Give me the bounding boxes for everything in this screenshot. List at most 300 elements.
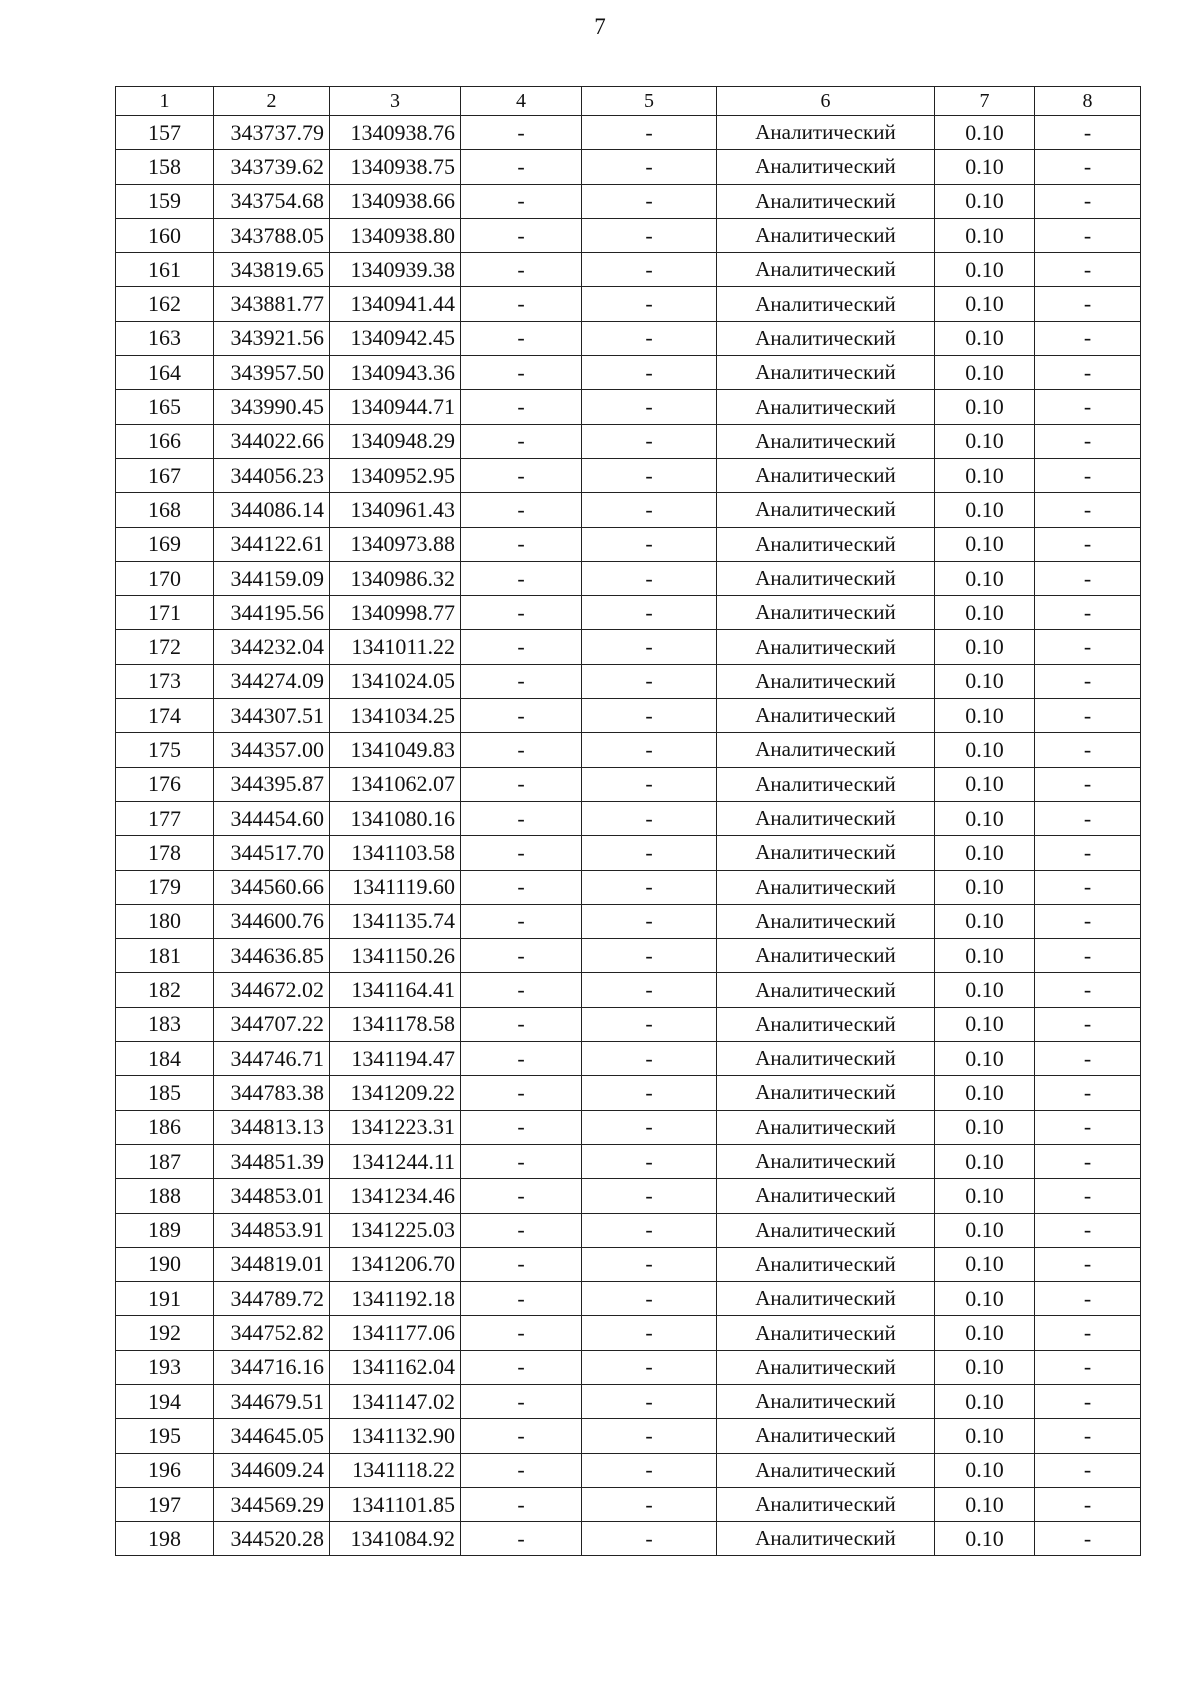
cell-x-coordinate: 343881.77	[214, 287, 330, 321]
cell-x-coordinate: 343754.68	[214, 184, 330, 218]
cell-y-coordinate: 1341135.74	[330, 904, 461, 938]
cell-method: Аналитический	[717, 150, 935, 184]
cell-method: Аналитический	[717, 218, 935, 252]
cell-x-coordinate: 343957.50	[214, 356, 330, 390]
cell-x-coordinate: 344707.22	[214, 1007, 330, 1041]
cell-y-coordinate: 1341194.47	[330, 1042, 461, 1076]
table-row	[116, 1384, 1141, 1418]
cell-x-coordinate: 344813.13	[214, 1110, 330, 1144]
table-row	[116, 424, 1141, 458]
cell-point-number: 194	[116, 1384, 214, 1418]
cell-accuracy: 0.10	[935, 390, 1035, 424]
cell-method: Аналитический	[717, 356, 935, 390]
cell-col-8-value: -	[1035, 939, 1141, 973]
cell-method: Аналитический	[717, 321, 935, 355]
cell-point-number: 169	[116, 527, 214, 561]
cell-accuracy: 0.10	[935, 287, 1035, 321]
cell-col-8-value: -	[1035, 664, 1141, 698]
cell-method: Аналитический	[717, 973, 935, 1007]
cell-accuracy: 0.10	[935, 1007, 1035, 1041]
cell-point-number: 157	[116, 116, 214, 150]
cell-col-5-value: -	[582, 390, 717, 424]
cell-accuracy: 0.10	[935, 1179, 1035, 1213]
cell-x-coordinate: 343990.45	[214, 390, 330, 424]
cell-col-5-value: -	[582, 1144, 717, 1178]
table-row	[116, 1110, 1141, 1144]
cell-col-4-value: -	[461, 767, 582, 801]
cell-col-4-value: -	[461, 561, 582, 595]
cell-accuracy: 0.10	[935, 1350, 1035, 1384]
cell-col-5-value: -	[582, 287, 717, 321]
cell-col-5-value: -	[582, 699, 717, 733]
cell-y-coordinate: 1341062.07	[330, 767, 461, 801]
cell-y-coordinate: 1341011.22	[330, 630, 461, 664]
cell-col-8-value: -	[1035, 184, 1141, 218]
cell-col-5-value: -	[582, 1076, 717, 1110]
cell-accuracy: 0.10	[935, 801, 1035, 835]
cell-col-5-value: -	[582, 1282, 717, 1316]
cell-x-coordinate: 344560.66	[214, 870, 330, 904]
cell-method: Аналитический	[717, 116, 935, 150]
cell-col-4-value: -	[461, 904, 582, 938]
cell-accuracy: 0.10	[935, 321, 1035, 355]
cell-col-8-value: -	[1035, 699, 1141, 733]
table-row	[116, 836, 1141, 870]
cell-col-4-value: -	[461, 287, 582, 321]
cell-method: Аналитический	[717, 458, 935, 492]
cell-accuracy: 0.10	[935, 253, 1035, 287]
cell-x-coordinate: 344819.01	[214, 1247, 330, 1281]
cell-point-number: 177	[116, 801, 214, 835]
cell-x-coordinate: 344609.24	[214, 1453, 330, 1487]
cell-method: Аналитический	[717, 870, 935, 904]
cell-point-number: 180	[116, 904, 214, 938]
table-row	[116, 870, 1141, 904]
cell-y-coordinate: 1341147.02	[330, 1384, 461, 1418]
table-row	[116, 1522, 1141, 1556]
cell-col-5-value: -	[582, 664, 717, 698]
cell-col-8-value: -	[1035, 287, 1141, 321]
cell-col-5-value: -	[582, 150, 717, 184]
cell-method: Аналитический	[717, 1179, 935, 1213]
cell-col-5-value: -	[582, 493, 717, 527]
cell-col-4-value: -	[461, 939, 582, 973]
cell-accuracy: 0.10	[935, 1522, 1035, 1556]
cell-col-4-value: -	[461, 664, 582, 698]
cell-col-4-value: -	[461, 356, 582, 390]
cell-col-4-value: -	[461, 1316, 582, 1350]
cell-y-coordinate: 1340961.43	[330, 493, 461, 527]
cell-accuracy: 0.10	[935, 458, 1035, 492]
cell-method: Аналитический	[717, 904, 935, 938]
cell-accuracy: 0.10	[935, 836, 1035, 870]
cell-point-number: 166	[116, 424, 214, 458]
cell-point-number: 184	[116, 1042, 214, 1076]
table-row	[116, 287, 1141, 321]
cell-accuracy: 0.10	[935, 561, 1035, 595]
cell-method: Аналитический	[717, 1042, 935, 1076]
cell-accuracy: 0.10	[935, 1076, 1035, 1110]
cell-col-8-value: -	[1035, 561, 1141, 595]
cell-accuracy: 0.10	[935, 1144, 1035, 1178]
cell-col-4-value: -	[461, 596, 582, 630]
cell-col-5-value: -	[582, 1042, 717, 1076]
cell-col-5-value: -	[582, 116, 717, 150]
cell-col-8-value: -	[1035, 836, 1141, 870]
cell-col-8-value: -	[1035, 1076, 1141, 1110]
cell-col-8-value: -	[1035, 424, 1141, 458]
cell-accuracy: 0.10	[935, 1419, 1035, 1453]
cell-col-4-value: -	[461, 733, 582, 767]
cell-col-5-value: -	[582, 184, 717, 218]
cell-col-8-value: -	[1035, 1247, 1141, 1281]
cell-x-coordinate: 344679.51	[214, 1384, 330, 1418]
cell-accuracy: 0.10	[935, 150, 1035, 184]
cell-col-8-value: -	[1035, 1453, 1141, 1487]
cell-y-coordinate: 1341223.31	[330, 1110, 461, 1144]
cell-col-5-value: -	[582, 733, 717, 767]
cell-col-4-value: -	[461, 218, 582, 252]
cell-col-5-value: -	[582, 1110, 717, 1144]
cell-accuracy: 0.10	[935, 870, 1035, 904]
cell-x-coordinate: 344569.29	[214, 1487, 330, 1521]
cell-col-5-value: -	[582, 1213, 717, 1247]
cell-col-8-value: -	[1035, 767, 1141, 801]
cell-method: Аналитический	[717, 1419, 935, 1453]
cell-point-number: 178	[116, 836, 214, 870]
cell-y-coordinate: 1341132.90	[330, 1419, 461, 1453]
cell-col-5-value: -	[582, 1419, 717, 1453]
cell-x-coordinate: 344783.38	[214, 1076, 330, 1110]
cell-method: Аналитический	[717, 287, 935, 321]
cell-col-5-value: -	[582, 630, 717, 664]
cell-col-5-value: -	[582, 939, 717, 973]
table-row	[116, 767, 1141, 801]
cell-col-4-value: -	[461, 1384, 582, 1418]
table-row	[116, 1247, 1141, 1281]
cell-col-4-value: -	[461, 1007, 582, 1041]
cell-y-coordinate: 1340938.66	[330, 184, 461, 218]
cell-method: Аналитический	[717, 1350, 935, 1384]
table-row	[116, 973, 1141, 1007]
cell-point-number: 171	[116, 596, 214, 630]
cell-accuracy: 0.10	[935, 630, 1035, 664]
cell-col-8-value: -	[1035, 1007, 1141, 1041]
cell-col-4-value: -	[461, 1076, 582, 1110]
cell-y-coordinate: 1340986.32	[330, 561, 461, 595]
table-row	[116, 904, 1141, 938]
cell-col-8-value: -	[1035, 801, 1141, 835]
cell-y-coordinate: 1340944.71	[330, 390, 461, 424]
table-row	[116, 1453, 1141, 1487]
table-row	[116, 1007, 1141, 1041]
cell-x-coordinate: 344600.76	[214, 904, 330, 938]
cell-point-number: 179	[116, 870, 214, 904]
column-header-3: 3	[330, 87, 461, 116]
cell-method: Аналитический	[717, 1316, 935, 1350]
cell-col-5-value: -	[582, 1179, 717, 1213]
cell-col-4-value: -	[461, 150, 582, 184]
cell-accuracy: 0.10	[935, 1247, 1035, 1281]
cell-y-coordinate: 1340973.88	[330, 527, 461, 561]
cell-accuracy: 0.10	[935, 116, 1035, 150]
cell-point-number: 186	[116, 1110, 214, 1144]
cell-col-4-value: -	[461, 458, 582, 492]
cell-col-4-value: -	[461, 870, 582, 904]
cell-method: Аналитический	[717, 1453, 935, 1487]
cell-x-coordinate: 344122.61	[214, 527, 330, 561]
cell-accuracy: 0.10	[935, 1453, 1035, 1487]
cell-point-number: 181	[116, 939, 214, 973]
column-header-2: 2	[214, 87, 330, 116]
table-row	[116, 1144, 1141, 1178]
table-row	[116, 116, 1141, 150]
cell-point-number: 187	[116, 1144, 214, 1178]
cell-point-number: 164	[116, 356, 214, 390]
cell-accuracy: 0.10	[935, 1316, 1035, 1350]
cell-accuracy: 0.10	[935, 664, 1035, 698]
cell-accuracy: 0.10	[935, 1384, 1035, 1418]
cell-col-5-value: -	[582, 1487, 717, 1521]
cell-point-number: 195	[116, 1419, 214, 1453]
column-header-8: 8	[1035, 87, 1141, 116]
cell-point-number: 189	[116, 1213, 214, 1247]
cell-point-number: 158	[116, 150, 214, 184]
cell-method: Аналитический	[717, 939, 935, 973]
cell-x-coordinate: 344454.60	[214, 801, 330, 835]
cell-col-5-value: -	[582, 1007, 717, 1041]
cell-col-4-value: -	[461, 1179, 582, 1213]
table-row	[116, 1350, 1141, 1384]
cell-x-coordinate: 344746.71	[214, 1042, 330, 1076]
table-row	[116, 1419, 1141, 1453]
cell-point-number: 161	[116, 253, 214, 287]
cell-point-number: 170	[116, 561, 214, 595]
cell-point-number: 176	[116, 767, 214, 801]
cell-method: Аналитический	[717, 1522, 935, 1556]
cell-col-4-value: -	[461, 1350, 582, 1384]
cell-method: Аналитический	[717, 424, 935, 458]
cell-col-5-value: -	[582, 356, 717, 390]
cell-method: Аналитический	[717, 1007, 935, 1041]
cell-x-coordinate: 344056.23	[214, 458, 330, 492]
cell-method: Аналитический	[717, 1110, 935, 1144]
cell-col-8-value: -	[1035, 630, 1141, 664]
cell-accuracy: 0.10	[935, 218, 1035, 252]
cell-col-8-value: -	[1035, 1282, 1141, 1316]
cell-point-number: 185	[116, 1076, 214, 1110]
cell-col-4-value: -	[461, 1282, 582, 1316]
cell-accuracy: 0.10	[935, 733, 1035, 767]
cell-point-number: 191	[116, 1282, 214, 1316]
cell-accuracy: 0.10	[935, 973, 1035, 1007]
cell-point-number: 162	[116, 287, 214, 321]
cell-col-5-value: -	[582, 1316, 717, 1350]
cell-col-8-value: -	[1035, 218, 1141, 252]
table-row	[116, 218, 1141, 252]
cell-point-number: 168	[116, 493, 214, 527]
cell-y-coordinate: 1341049.83	[330, 733, 461, 767]
table-row	[116, 527, 1141, 561]
cell-col-4-value: -	[461, 1110, 582, 1144]
cell-y-coordinate: 1341206.70	[330, 1247, 461, 1281]
cell-accuracy: 0.10	[935, 1282, 1035, 1316]
cell-col-4-value: -	[461, 184, 582, 218]
cell-col-5-value: -	[582, 1453, 717, 1487]
table-row	[116, 939, 1141, 973]
cell-col-4-value: -	[461, 493, 582, 527]
cell-y-coordinate: 1341164.41	[330, 973, 461, 1007]
cell-point-number: 193	[116, 1350, 214, 1384]
cell-col-8-value: -	[1035, 1316, 1141, 1350]
cell-point-number: 182	[116, 973, 214, 1007]
cell-point-number: 167	[116, 458, 214, 492]
cell-point-number: 183	[116, 1007, 214, 1041]
cell-x-coordinate: 344716.16	[214, 1350, 330, 1384]
table-row	[116, 801, 1141, 835]
cell-x-coordinate: 344395.87	[214, 767, 330, 801]
table-row	[116, 493, 1141, 527]
cell-y-coordinate: 1341034.25	[330, 699, 461, 733]
cell-y-coordinate: 1340942.45	[330, 321, 461, 355]
cell-y-coordinate: 1341150.26	[330, 939, 461, 973]
cell-x-coordinate: 344159.09	[214, 561, 330, 595]
cell-point-number: 198	[116, 1522, 214, 1556]
cell-col-4-value: -	[461, 321, 582, 355]
cell-col-5-value: -	[582, 458, 717, 492]
cell-y-coordinate: 1341024.05	[330, 664, 461, 698]
cell-x-coordinate: 343921.56	[214, 321, 330, 355]
cell-method: Аналитический	[717, 733, 935, 767]
cell-method: Аналитический	[717, 390, 935, 424]
cell-col-5-value: -	[582, 1247, 717, 1281]
cell-col-5-value: -	[582, 527, 717, 561]
cell-method: Аналитический	[717, 836, 935, 870]
cell-col-5-value: -	[582, 973, 717, 1007]
cell-accuracy: 0.10	[935, 699, 1035, 733]
cell-accuracy: 0.10	[935, 1213, 1035, 1247]
cell-col-8-value: -	[1035, 870, 1141, 904]
cell-y-coordinate: 1341192.18	[330, 1282, 461, 1316]
cell-col-4-value: -	[461, 1522, 582, 1556]
table-row	[116, 630, 1141, 664]
cell-col-4-value: -	[461, 1487, 582, 1521]
cell-col-8-value: -	[1035, 1042, 1141, 1076]
cell-col-8-value: -	[1035, 1487, 1141, 1521]
table-row	[116, 390, 1141, 424]
cell-method: Аналитический	[717, 1213, 935, 1247]
cell-x-coordinate: 344636.85	[214, 939, 330, 973]
table-row	[116, 184, 1141, 218]
cell-col-8-value: -	[1035, 1350, 1141, 1384]
cell-method: Аналитический	[717, 527, 935, 561]
table-header-row	[116, 87, 1141, 116]
cell-y-coordinate: 1340938.76	[330, 116, 461, 150]
cell-col-5-value: -	[582, 801, 717, 835]
cell-col-4-value: -	[461, 390, 582, 424]
cell-col-5-value: -	[582, 1350, 717, 1384]
table-row	[116, 1179, 1141, 1213]
cell-col-8-value: -	[1035, 390, 1141, 424]
cell-col-8-value: -	[1035, 1522, 1141, 1556]
cell-x-coordinate: 344232.04	[214, 630, 330, 664]
cell-method: Аналитический	[717, 1247, 935, 1281]
cell-x-coordinate: 343737.79	[214, 116, 330, 150]
table-row	[116, 253, 1141, 287]
cell-y-coordinate: 1341119.60	[330, 870, 461, 904]
cell-x-coordinate: 344517.70	[214, 836, 330, 870]
cell-y-coordinate: 1341178.58	[330, 1007, 461, 1041]
cell-col-5-value: -	[582, 561, 717, 595]
cell-method: Аналитический	[717, 699, 935, 733]
cell-col-8-value: -	[1035, 973, 1141, 1007]
cell-point-number: 188	[116, 1179, 214, 1213]
cell-col-8-value: -	[1035, 596, 1141, 630]
cell-col-5-value: -	[582, 253, 717, 287]
table-row	[116, 1042, 1141, 1076]
cell-point-number: 165	[116, 390, 214, 424]
table-row	[116, 733, 1141, 767]
cell-point-number: 190	[116, 1247, 214, 1281]
cell-x-coordinate: 344022.66	[214, 424, 330, 458]
cell-x-coordinate: 344357.00	[214, 733, 330, 767]
cell-col-4-value: -	[461, 699, 582, 733]
cell-accuracy: 0.10	[935, 1110, 1035, 1144]
cell-col-5-value: -	[582, 836, 717, 870]
cell-col-5-value: -	[582, 870, 717, 904]
table-row	[116, 356, 1141, 390]
column-header-7: 7	[935, 87, 1035, 116]
cell-point-number: 163	[116, 321, 214, 355]
cell-x-coordinate: 343788.05	[214, 218, 330, 252]
table-row	[116, 664, 1141, 698]
cell-col-4-value: -	[461, 424, 582, 458]
cell-col-4-value: -	[461, 1453, 582, 1487]
cell-col-5-value: -	[582, 321, 717, 355]
cell-y-coordinate: 1340952.95	[330, 458, 461, 492]
column-header-4: 4	[461, 87, 582, 116]
cell-point-number: 197	[116, 1487, 214, 1521]
cell-y-coordinate: 1340998.77	[330, 596, 461, 630]
cell-point-number: 172	[116, 630, 214, 664]
cell-y-coordinate: 1340941.44	[330, 287, 461, 321]
cell-col-8-value: -	[1035, 1110, 1141, 1144]
cell-accuracy: 0.10	[935, 939, 1035, 973]
coordinates-table	[115, 86, 1141, 1556]
cell-col-8-value: -	[1035, 1384, 1141, 1418]
cell-y-coordinate: 1340943.36	[330, 356, 461, 390]
cell-col-5-value: -	[582, 1384, 717, 1418]
cell-accuracy: 0.10	[935, 184, 1035, 218]
page-number: 7	[594, 14, 606, 39]
cell-col-8-value: -	[1035, 733, 1141, 767]
cell-method: Аналитический	[717, 664, 935, 698]
column-header-1: 1	[116, 87, 214, 116]
cell-method: Аналитический	[717, 561, 935, 595]
table-row	[116, 1487, 1141, 1521]
cell-y-coordinate: 1340948.29	[330, 424, 461, 458]
cell-col-8-value: -	[1035, 493, 1141, 527]
cell-method: Аналитический	[717, 493, 935, 527]
cell-col-4-value: -	[461, 973, 582, 1007]
cell-x-coordinate: 343819.65	[214, 253, 330, 287]
cell-col-4-value: -	[461, 801, 582, 835]
table-row	[116, 1076, 1141, 1110]
table-body	[116, 116, 1141, 1556]
cell-method: Аналитический	[717, 596, 935, 630]
cell-point-number: 196	[116, 1453, 214, 1487]
cell-x-coordinate: 344195.56	[214, 596, 330, 630]
